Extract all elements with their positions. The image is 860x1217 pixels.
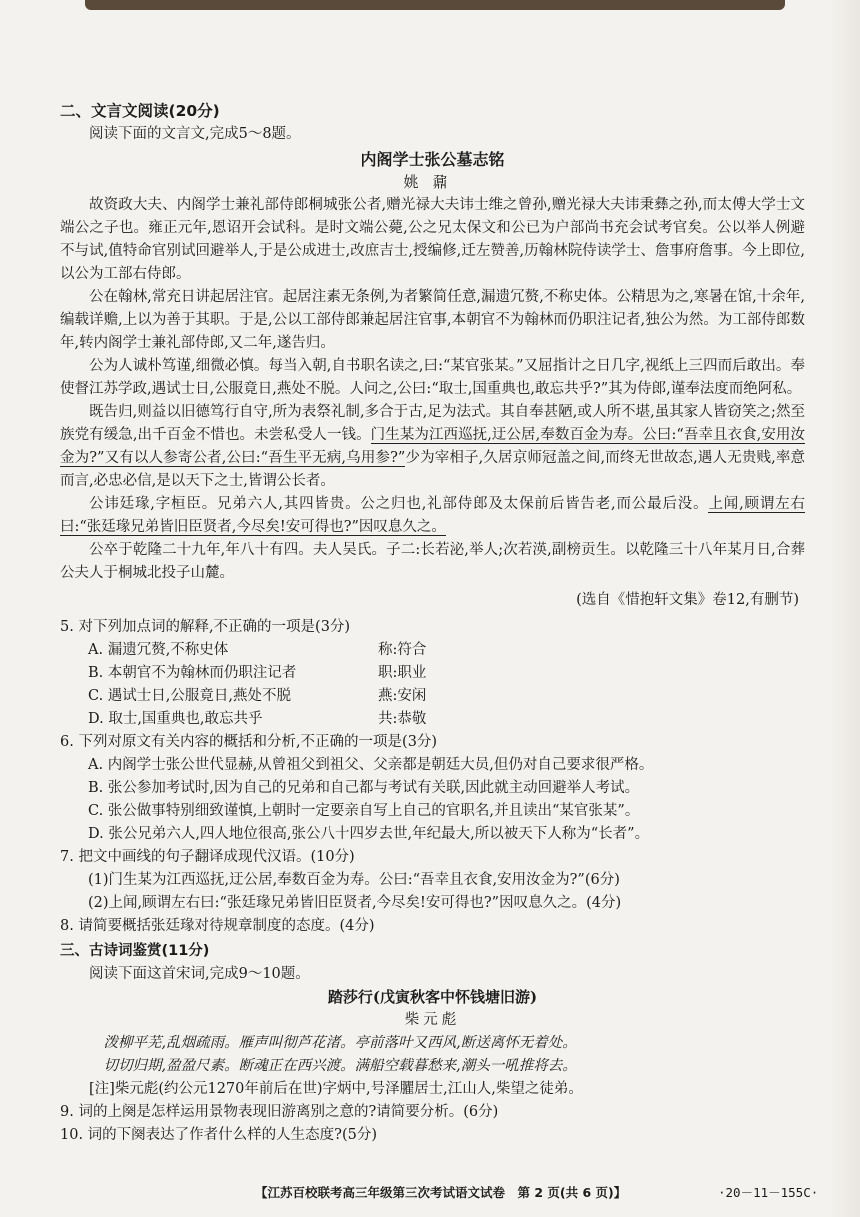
underlined-sentence-2: 上闻,顾谓左右曰:“张廷瑑兄弟皆旧臣贤者,今尽矣!安可得也?”因叹息久之。 <box>60 496 806 535</box>
paragraph-4-text: 既告归,则益以旧德笃行自守,所为表祭礼制,多合于古,足为法式。其自奉甚陋,或人所不堪,虽其家人皆窃笑之;然至族党有缓急,出千百金不惜也。未尝私受人一钱。 <box>60 404 805 443</box>
passage-paragraph-5 <box>60 493 805 539</box>
q5-option-b-gloss: 职:职业 <box>378 665 427 681</box>
scan-top-edge <box>85 0 785 10</box>
q5-option-c <box>88 685 805 708</box>
passage-author: 姚鼐 <box>403 173 462 191</box>
q7-item-2: (2)上闻,顾谓左右曰:“张廷瑑兄弟皆旧臣贤者,今尽矣!安可得也?”因叹息久之。(4分) <box>88 895 622 911</box>
section3-heading: 三、古诗词鉴赏(11分) <box>60 943 210 959</box>
underlined-sentence-1: 门生某为江西巡抚,迂公居,奉数百金为寿。公曰:“吾幸且衣食,安用汝金为?”又有以人参寄公者,公曰:“吾生平无病,乌用参?” <box>60 427 805 466</box>
poem-note: [注]柴元彪(约公元1270年前后在世)字炳中,号泽臞居士,江山人,柴望之徒弟。 <box>89 1081 583 1097</box>
q7-item-1: (1)门生某为江西巡抚,迂公居,奉数百金为寿。公曰:“吾幸且衣食,安用汝金为?”(6分) <box>88 872 620 888</box>
q6-option-b: B. 张公参加考试时,因为自己的兄弟和自己都与考试有关联,因此就主动回避举人考试。 <box>88 780 640 796</box>
q5-option-d <box>88 708 805 731</box>
poem-line-2: 切切归期,盈盈尺素。断魂正在西兴渡。满船空载暮愁来,潮头一吼推将去。 <box>103 1058 577 1074</box>
question-7-stem: 7. 把文中画线的句子翻译成现代汉语。(10分) <box>60 849 355 865</box>
passage-source: (选自《惜抱轩文集》卷12,有删节) <box>576 592 799 608</box>
poem-author: 柴元彪 <box>404 1012 461 1028</box>
section2-heading: 二、文言文阅读(20分) <box>60 102 220 120</box>
question-8-stem: 8. 请简要概括张廷瑑对待规章制度的态度。(4分) <box>60 918 375 934</box>
passage-paragraph-4 <box>60 401 805 493</box>
passage-paragraph-2: 公在翰林,常充日讲起居注官。起居注素无条例,为者繁简任意,漏遗冗赘,不称史体。公精思为之,寒暑在馆,十余年,编载详赡,上以为善于其职。于是,公以工部侍郎兼起居注官事,本朝官不为翰林而仍职注记者,独公为然。为工部侍郎数年,转内阁学士兼礼部侍郎,又二年,遂告归。 <box>60 289 805 351</box>
question-5-stem: 5. 对下列加点词的解释,不正确的一项是(3分) <box>60 619 351 635</box>
q5-option-c-text: C. 遇试士日,公服竟日,燕处不脱 <box>88 688 292 704</box>
footer-code: ·20－11－155C· <box>718 1185 819 1200</box>
passage-title: 内阁学士张公墓志铭 <box>360 150 505 169</box>
passage-paragraph-3: 公为人诚朴笃谨,细微必慎。每当入朝,自书职名读之,曰:“某官张某。”又屈指计之日几字,视纸上三四而后敢出。奉使督江苏学政,遇试士日,公服竟日,燕处不脱。人问之,公曰:“取士,国重典也,敢忘共乎?”其为侍郎,谨奉法度而绝阿私。 <box>60 358 805 397</box>
question-9-stem: 9. 词的上阕是怎样运用景物表现旧游离别之意的?请简要分析。(6分) <box>60 1104 499 1120</box>
passage-paragraph-6: 公卒于乾隆二十九年,年八十有四。夫人吴氏。子二:长若泌,举人;次若渶,副榜贡生。以乾隆三十八年某月日,合葬公夫人于桐城北投子山麓。 <box>60 542 805 581</box>
q5-option-d-text: D. 取士,国重典也,敢忘共乎 <box>88 711 263 727</box>
q5-option-b-text: B. 本朝官不为翰林而仍职注记者 <box>88 665 297 681</box>
page-footer: 【江苏百校联考高三年级第三次考试语文试卷 第 2 页(共 6 页)】 <box>255 1185 627 1200</box>
exam-content <box>60 100 805 1147</box>
passage-paragraph-1: 故资政大夫、内阁学士兼礼部侍郎桐城张公者,赠光禄大夫讳士维之曾孙,赠光禄大夫讳秉彝之孙,而太傅大学士文端公之子也。雍正元年,恩诏开会试科。是时文端公薨,公之兄太保文和公已为户部尚书充会试考官矣。公以举人例避不与试,值特命官别试回避举人,于是公成进士,改庶吉士,授编修,迁左赞善,历翰林院侍读学士、詹事府詹事。今上即位,以公为工部右侍郎。 <box>60 197 805 282</box>
q5-option-d-gloss: 共:恭敬 <box>378 711 427 727</box>
q5-option-a-text: A. 漏遗冗赘,不称史体 <box>88 642 229 658</box>
q6-option-a: A. 内阁学士张公世代显赫,从曾祖父到祖父、父亲都是朝廷大员,但仍对自己要求很严格。 <box>88 757 654 773</box>
paragraph-5-text: 公讳廷瑑,字桓臣。兄弟六人,其四皆贵。公之归也,礼部侍郎及太保前后皆告老,而公最后没。 <box>89 496 709 512</box>
q6-option-d: D. 张公兄弟六人,四人地位很高,张公八十四岁去世,年纪最大,所以被天下人称为“长者”。 <box>88 826 650 842</box>
poem-title: 踏莎行(戊寅秋客中怀钱塘旧游) <box>327 988 538 1006</box>
q5-option-b <box>88 662 805 685</box>
q6-option-c: C. 张公做事特别细致谨慎,上朝时一定要亲自写上自己的官职名,并且读出“某官张某”。 <box>88 803 640 819</box>
q5-option-a-gloss: 称:符合 <box>378 642 427 658</box>
question-6-stem: 6. 下列对原文有关内容的概括和分析,不正确的一项是(3分) <box>60 734 438 750</box>
paragraph-4-tail: 少为宰相子,久居京师冠盖之间,而终无世故态,遇人无贵贱,率意而言,必忠必信,是以天下之士,皆谓公长者。 <box>60 450 806 489</box>
section2-instruction: 阅读下面的文言文,完成5～8题。 <box>89 126 301 142</box>
poem-line-1: 泼柳平芜,乱烟疏雨。雁声叫彻芦花渚。亭前落叶又西风,断送离怀无着处。 <box>103 1035 577 1051</box>
section3-instruction: 阅读下面这首宋词,完成9～10题。 <box>89 966 310 982</box>
q5-option-a <box>88 639 805 662</box>
scan-right-edge <box>830 0 860 1217</box>
q5-option-c-gloss: 燕:安闲 <box>378 688 427 704</box>
question-10-stem: 10. 词的下阕表达了作者什么样的人生态度?(5分) <box>60 1127 377 1143</box>
